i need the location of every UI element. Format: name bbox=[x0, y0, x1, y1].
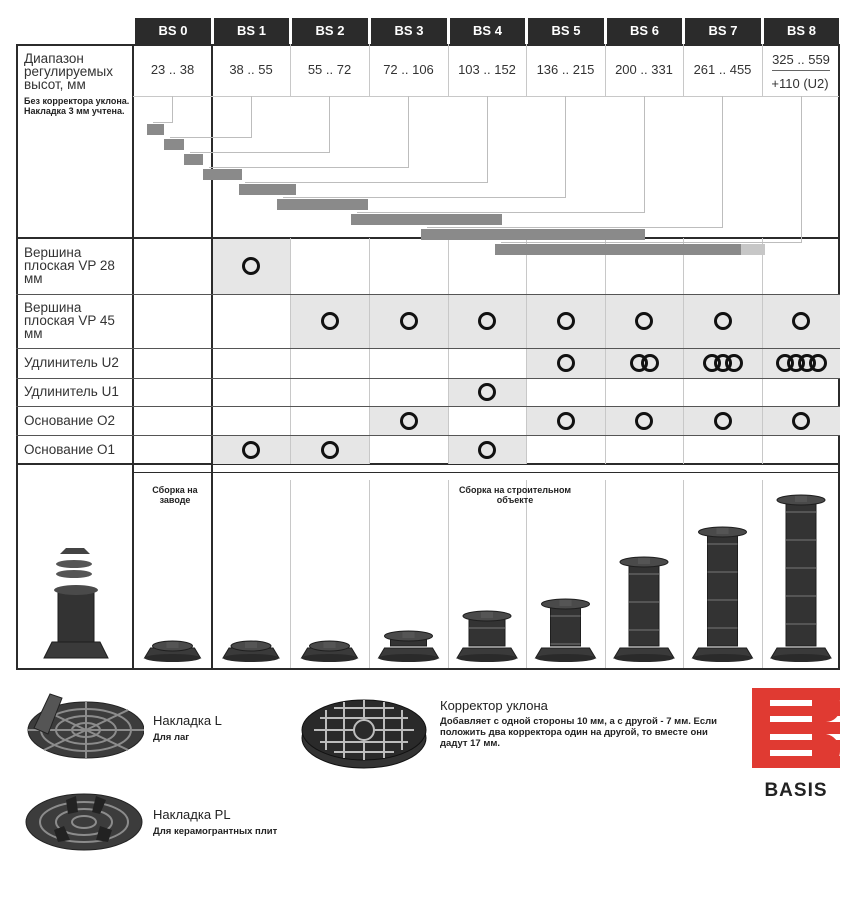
row-label-2: Удлинитель U2 bbox=[24, 355, 119, 370]
slope-corrector-title: Корректор уклона bbox=[440, 698, 548, 713]
pad-pl-image bbox=[14, 782, 144, 857]
range-bar-3 bbox=[203, 169, 242, 180]
pad-pl-subtitle: Для керамогрантных плит bbox=[153, 826, 278, 837]
range-value-7: 261 .. 455 bbox=[693, 62, 752, 77]
component-ring bbox=[400, 312, 418, 330]
range-value-3: 72 .. 106 bbox=[383, 62, 434, 77]
range-leader-8 bbox=[501, 96, 802, 243]
model-header-4: BS 4 bbox=[450, 18, 525, 44]
col-thin-mid bbox=[290, 238, 291, 464]
pedestal-6 bbox=[614, 557, 674, 662]
component-ring bbox=[242, 257, 260, 275]
component-ring bbox=[792, 412, 810, 430]
range-value-6: 200 .. 331 bbox=[615, 62, 673, 77]
pedestal-illustrations bbox=[0, 470, 857, 670]
row-label-0: Вершина плоская VP 28 мм bbox=[24, 245, 115, 286]
pedestal-4 bbox=[457, 611, 517, 662]
model-header-5: BS 5 bbox=[528, 18, 604, 44]
model-header-1: BS 1 bbox=[214, 18, 289, 44]
rows-bottom-rule bbox=[16, 463, 840, 465]
site-assembly-caption: Сборка на строительном объекте bbox=[459, 485, 571, 505]
range-value-4: 103 .. 152 bbox=[458, 62, 516, 77]
range-label: Диапазон регулируемых высот, мм bbox=[24, 51, 114, 92]
row-label-1: Вершина плоская VP 45 мм bbox=[24, 300, 115, 341]
range-note: Без корректора уклона. Накладка 3 мм учтена. bbox=[24, 96, 130, 116]
pedestal-5 bbox=[536, 599, 596, 662]
col-thin-mid bbox=[448, 238, 449, 464]
range-value-0: 23 .. 38 bbox=[150, 62, 195, 77]
row-label-3: Удлинитель U1 bbox=[24, 384, 119, 399]
component-ring bbox=[557, 312, 575, 330]
component-ring bbox=[321, 312, 339, 330]
top-rule bbox=[16, 44, 840, 46]
component-ring bbox=[321, 441, 339, 459]
pad-l-image bbox=[14, 688, 144, 763]
pad-pl-title: Накладка PL bbox=[153, 807, 231, 822]
row-label-5: Основание O1 bbox=[24, 441, 116, 457]
model-header-6: BS 6 bbox=[607, 18, 682, 44]
range-bar-0 bbox=[147, 124, 164, 135]
component-ring bbox=[714, 412, 732, 430]
component-ring bbox=[478, 441, 496, 459]
component-ring bbox=[725, 354, 743, 372]
slope-corrector-subtitle: Добавляет с одной стороны 10 мм, а с другой - 7 мм. Если положить два корректора один на другой, то вместе они дадут 17 мм. bbox=[440, 716, 717, 749]
component-ring bbox=[478, 312, 496, 330]
basis-logo bbox=[750, 688, 842, 800]
pedestal-exploded bbox=[44, 548, 108, 658]
model-header-8: BS 8 bbox=[764, 18, 839, 44]
range-bar-1 bbox=[164, 139, 184, 150]
model-header-3: BS 3 bbox=[371, 18, 447, 44]
component-ring bbox=[641, 354, 659, 372]
slope-corrector-image bbox=[300, 688, 430, 773]
range-separator bbox=[772, 70, 830, 71]
brand-name: BASIS bbox=[764, 780, 828, 800]
component-ring bbox=[809, 354, 827, 372]
pad-l-subtitle: Для лаг bbox=[153, 732, 190, 743]
pedestal-2 bbox=[302, 641, 358, 662]
range-value-8: 325 .. 559 bbox=[772, 52, 830, 67]
pedestal-3 bbox=[379, 631, 439, 662]
component-ring bbox=[635, 312, 653, 330]
component-ring bbox=[478, 383, 496, 401]
component-ring bbox=[792, 312, 810, 330]
pedestal-7 bbox=[693, 527, 753, 662]
component-ring bbox=[635, 412, 653, 430]
range-extra: +110 (U2) bbox=[771, 76, 829, 91]
factory-assembly-caption: Сборка на заводе bbox=[152, 485, 198, 505]
range-value-2: 55 .. 72 bbox=[307, 62, 352, 77]
pedestal-0 bbox=[145, 641, 201, 662]
range-bar-2 bbox=[184, 154, 204, 165]
row-rule bbox=[16, 435, 840, 436]
range-value-5: 136 .. 215 bbox=[536, 62, 595, 77]
component-ring bbox=[714, 312, 732, 330]
component-ring bbox=[557, 354, 575, 372]
model-header-7: BS 7 bbox=[685, 18, 761, 44]
component-ring bbox=[400, 412, 418, 430]
row-rule bbox=[16, 378, 840, 379]
model-header-2: BS 2 bbox=[292, 18, 368, 44]
component-ring bbox=[557, 412, 575, 430]
pedestal-8 bbox=[771, 495, 831, 662]
range-value-1: 38 .. 55 bbox=[229, 62, 273, 77]
model-header-0: BS 0 bbox=[135, 18, 211, 44]
component-ring bbox=[242, 441, 260, 459]
pad-l-title: Накладка L bbox=[153, 713, 222, 728]
range-bar-5 bbox=[277, 199, 368, 210]
row-label-4: Основание O2 bbox=[24, 412, 116, 428]
range-bar-8-main bbox=[495, 244, 741, 255]
pedestal-1 bbox=[223, 641, 279, 662]
